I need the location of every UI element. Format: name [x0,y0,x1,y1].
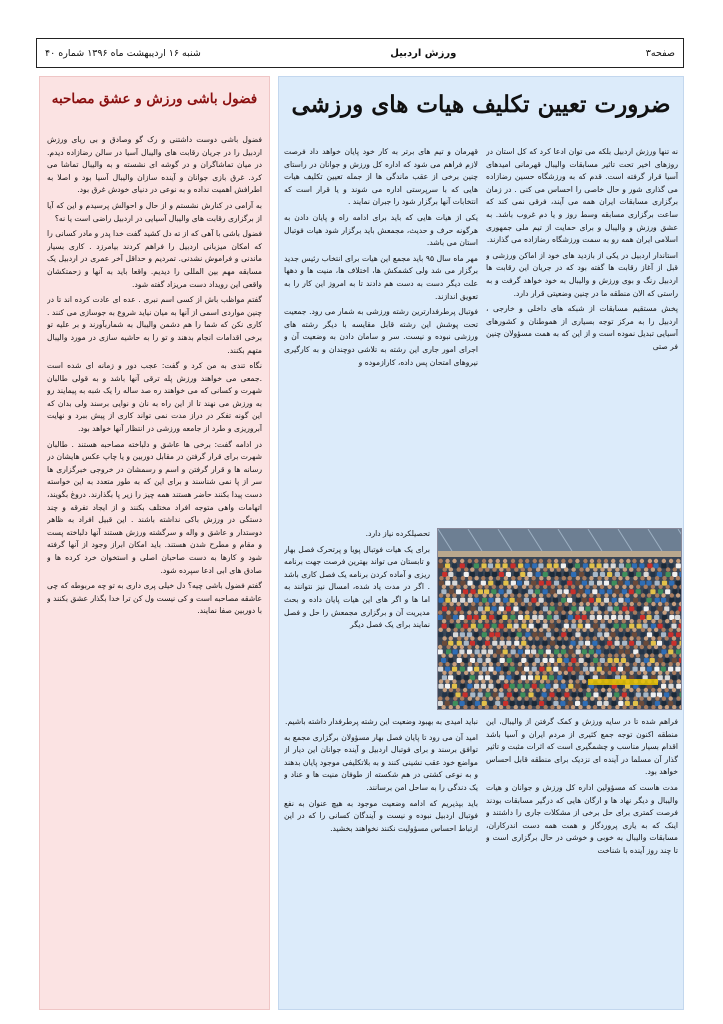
page-header [36,38,684,68]
page-number: صفحه۳ [645,47,675,59]
paragraph: نگاه تندی به من کرد و گفت: عجب دور و زمانه ای شده است .جمعی می خواهند ورزش پله ترقی آنها باشد و به قولی طالبان شهرت و کسانی که می خواهند ره صد ساله را یک شبه به پیمایند رو به ورزش می نهند تا از این راه به نان و نوایی برسند ولی بدان که این گونه تفکر در دراز مدت نمی تواند کاری از پیش ببرد و نهایت آبروریزی و طرد از جامعه ورزشی در انتظار آنها خواهد بود. [47,361,262,434]
sidebar-column [47,134,262,1002]
crowd-photo [437,528,682,710]
paragraph: برای یک هیات فوتبال پویا و پرتحرک فصل بهار و تابستان می تواند بهترین فرصت جهت برنامه ریزی و آماده کردن برنامه یک فصل کاری باشد . اگر در مدت یاد شده، امسال نیز نتوانند به اما ها و اگر های این هیات پایان داده و بحث مدیریت آن و برگزاری مجمعش را حل و فصل نمایند برای یک فصل دیگر [284,544,430,630]
paragraph: فضول باشی با آهی که از ته دل کشید گفت خدا پدر و مادر کسانی را که امکان میزبانی اردبیل را فراهم کردند بیامرزد . کاری بسیار ماندنی و فراموش نشدنی. تمردیم و حداقل آخر عمری در اردبیل یک مسابقه مهم بین المللی را دیدیم. واقعا باید به آنها و زحمتکشان واقعی این رویداد دست مریزاد گفته شود. [47,229,262,289]
paragraph: قهرمان و تیم های برتر به کار خود پایان خواهد داد فرصت لازم فراهم می شود که اداره کل ورزش و جوانان در راستای چنین برخی از عقب ماندگی ها از جمله تعیین تکلیف هیات هایی که با سرپرستی اداره می شوند و یا قرار است که انتخابات آنها برگزار شود را جبران نمایند . [284,147,478,207]
main-column-1 [486,146,678,508]
crowd-image [438,529,682,710]
paragraph: فضول باشی دوست داشتنی و رک گو وصادق و بی ریای ورزش اردبیل را در جریان رقابت های والیبال آسیا در سالن رضازاده دیدم. در میان تماشاگران و در گوشه ای نشسته و به والیبال تماشا می کرد. غرق بازی جوانان و آینده سازان والیبال آسیا بود و اصلا به اطرافش اهمیت نداده و به نوعی در دنیای خودش غرق بود. [47,135,262,195]
main-article-title: ضرورت تعیین تکلیف هیات های ورزشی [291,91,671,118]
paragraph: فوتبال پرطرفدارترین رشته ورزشی به شمار می رود. جمعیت تحت پوشش این رشته قابل مقایسه با دیگر رشته های ورزشی نبوده و نیست. سر و سامان دادن به وضعیت آن و اجرای امور جاری این رشته به تلاشی دوچندان و به کارگیری نیروهای امتحان پس داده، کارازموده و [284,307,478,367]
paragraph: نه تنها ورزش اردبیل بلکه می توان ادعا کرد که کل استان در روزهای اخیر تحت تاثیر مسابقات والیبال قهرمانی امیدهای آسیا قرار گرفته است. قدم که به ورزشگاه حسین رضازاده می گذاری شور و حال خاصی را احساس می کنی . در زمان برگزاری مسابقات ایران همه می آیند، فرقی نمی کند که ساعت برگزاری مسابقه وسط روز و یا دم غروب باشد. به عشق ورزش و والیبال و برای حمایت از تیم ملی جمهوری اسلامی ایران همه رو به سمت ورزشگاه رضازاده می گذارند. [486,147,678,245]
paragraph: تحصیلکرده نیاز دارد. [365,529,430,538]
sidebar-title: فضول باشی ورزش و عشق مصاحبه [51,91,258,107]
main-column-3 [284,528,430,706]
paragraph: فراهم شده تا در سایه ورزش و کمک گرفتن از والیبال، این منطقه اکنون توجه جمع کثیری از مردم ایران و آسیا باشد اقدام بسیار مناسب و چشمگیری است که اثرات مثبت و تاثیر گذار آن مسلما در آینده ای نزدیک برای منطقه قابل احساس خواهد بود. [486,717,678,777]
paragraph: به آرامی در کنارش نشستم و از حال و احوالش پرسیدم و این که آیا از برگزاری رقابت های والیبال آسیایی در اردبیل راضی است یا نه؟ [47,200,262,223]
main-column-5 [284,716,478,1004]
paragraph: گفتم مواظب باش از کسی اسم نبری . عده ای عادت کرده اند تا در چنین مواردی اسمی از آنها به میان نیاید شروع به جوسازی می کنند . کاری نکن که شما را هم دشمن والیبال به شماربآورند و بر علیه تو برخی اقدامات انجام بدهند و تو را به حاشیه سازی در مورد والیبال متهم بکنند. [47,295,262,355]
paragraph: یکی از هیات هایی که باید برای ادامه راه و پایان دادن به هرگونه حرف و حدیث، مجمعش باید برگزار شود هیات فوتبال استان می باشد. [284,212,478,248]
paragraph: مدت هاست که مسؤولین اداره کل ورزش و جوانان و هیات والیبال و دیگر نهاد ها و ارگان هایی که درگیر مسابقات بودند فرصت کمتری برای حل برخی از مشکلات جاری را داشتند و اینک که به یاری پروردگار و همت همه دست اندرکاران، مسابقات والیبال به خوبی و خوشی در حال برگزاری است و تا چند روز آینده با شناخت [486,782,678,855]
paragraph: در ادامه گفت: برخی ها عاشق و دلباخته مصاحبه هستند . طالبان شهرت برای قرار گرفتن در مقابل دوربین و یا چاپ عکس هایشان در رسانه ها و قرار گرفتن و اسم و رسمشان در خروجی خبرگزاری ها سر از پا نمی شناسند و برای این که به طور متعدد به این خواسته دست پیدا بکنند حاضر هستند همه چیز را زیر پا بگذارند. دروغ بگویند، اتهامات واهی متوجه افراد مختلف بکنند و از ایجاد تفرقه و چند دستگی در ورزش باکی نداشته باشند . این قبیل افراد به ظاهر دوستدار و عاشق و واله و سرگشته ورزش هستند آنها دلباخته پست و مقام و مطرح شدن هستند. باید امکان ابراز وجود از آنها گرفته شود و کارها به دست صاحبان اصلی و استخوان خرد کرده ها و صادق های ابی ادعا سپرده شود. [47,439,262,575]
paragraph: نباید امیدی به بهبود وضعیت این رشته پرطرفدار داشته باشیم. [285,717,478,726]
main-column-4 [486,716,678,1004]
paragraph: گفتم فضول باشی چیه؟ دل خیلی پری داری به تو چه مربوطه که چی عاشقه مصاحبه است و کی نیست ول کن ترا خدا بگذار عشق بکنند و با دوربین صفا نمایند. [47,581,262,616]
issue-date: شنبه ۱۶ اردیبهشت ماه ۱۳۹۶ شماره ۴۰ [45,47,201,59]
paragraph: باید بپذیریم که ادامه وضعیت موجود به هیچ عنوان به نفع فوتبال اردبیل نبوده و نیست و آیندگان کسانی را که در این ارتباط احساس مسؤولیت نکنند نخواهند بخشید. [284,798,478,833]
paragraph: استاندار اردبیل در یکی از بازدید های خود از اماکن ورزشی و قبل از آغاز رقابت ها گفته بود که در جریان این رقابت ها اردبیل رنگ و بوی ورزش و والیبال به خود خواهد گرفت و به راستی که الان منطقه ما در چنین وضعیتی قرار دارد. [486,250,678,298]
paragraph: امید آن می رود تا پایان فصل بهار مسؤولان برگزاری مجمع به توافق برسند و برای فوتبال اردبیل و آینده جوانان این دیار از مواضع خود عقب نشینی کنند و به بلاتکلیفی موجود پایان بدهند و به نوعی کشتی در هم شکسته از طوفان منیت ها و عناد و یک دندگی را به ساحل امن برسانند. [284,732,478,792]
paragraph: پخش مستقیم مسابقات از شبکه های داخلی و خارجی ، اردبیل را به مرکز توجه بسیاری از هموطنان و کشورهای آسیایی تبدیل نموده است و از این که به همت مسؤولان چنین فر صتی [486,304,678,351]
paragraph: مهر ماه سال ۹۵ باید مجمع این هیات برای انتخاب رئیس جدید برگزار می شد ولی کشمکش ها، اختلاف ها، منیت ها و دهها علت دیگر دست به دست هم دادند تا به امروز این کار را به تعویق اندازند. [284,253,478,301]
main-column-2 [284,146,478,508]
section-title: ورزش اردبیل [390,47,457,59]
